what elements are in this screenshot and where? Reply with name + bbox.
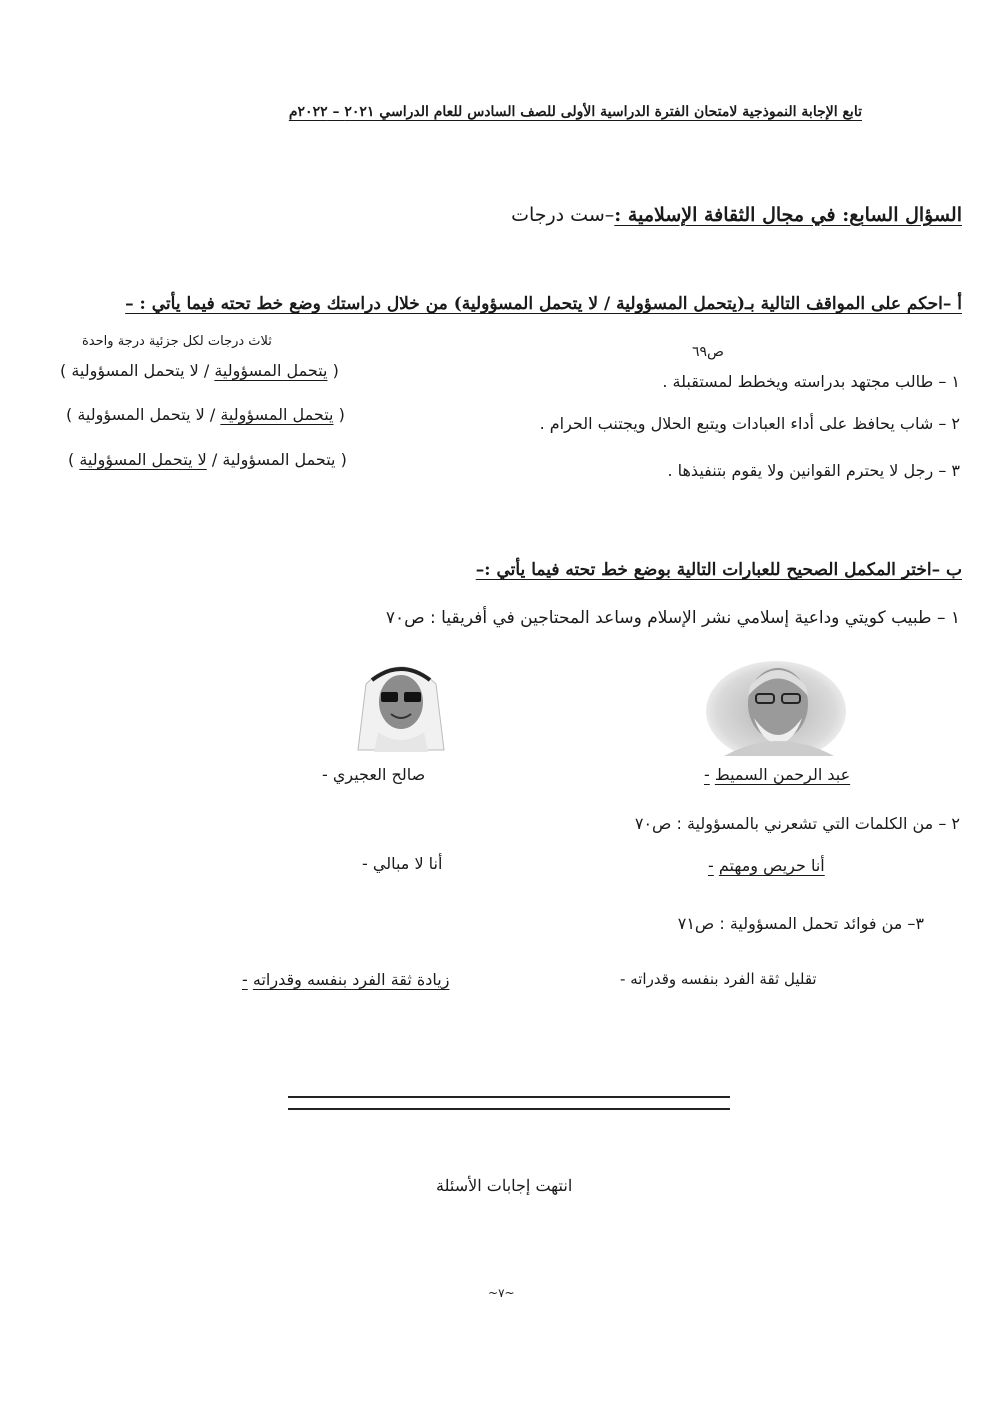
question-7-title <box>511 204 962 226</box>
option-not-bears-responsibility: لا يتحمل المسؤولية <box>79 450 207 469</box>
choice-correct: عبد الرحمن السميط <box>714 765 851 784</box>
part-a-item-3-text: ٣ – رجل لا يحترم القوانين ولا يقوم بتنفيذها . <box>667 461 960 480</box>
part-a-heading: أ –احكم على المواقف التالية بـ(يتحمل المسؤولية / لا يتحمل المسؤولية) من خلال دراستك وضع خط تحته فيما يأتي : – <box>125 294 962 314</box>
option-bears-responsibility: يتحمل المسؤولية <box>220 405 334 424</box>
part-b-heading: ب –اختر المكمل الصحيح للعبارات التالية بوضع خط تحته فيما يأتي :– <box>475 560 962 580</box>
question-7-title-main: السؤال السابع: في مجال الثقافة الإسلامية : <box>614 204 962 226</box>
option-not-bears-responsibility: لا يتحمل المسؤولية <box>71 361 199 380</box>
section-divider <box>288 1096 730 1110</box>
choice-correct: أنا حريص ومهتم <box>718 856 825 875</box>
part-b-q1-choice-left: صالح العجيري - <box>322 765 426 784</box>
portrait-abdulrahman-alsumait <box>684 656 870 756</box>
part-b-q2-choice-left: أنا لا مبالي - <box>362 854 443 873</box>
part-a-item-2-options: ( يتحمل المسؤولية / لا يتحمل المسؤولية ) <box>66 405 345 424</box>
closing-text: انتهت إجابات الأسئلة <box>436 1176 573 1195</box>
part-b-q3-choice-left: زيادة ثقة الفرد بنفسه وقدراته - <box>242 970 450 989</box>
part-a-item-3-options: ( يتحمل المسؤولية / لا يتحمل المسؤولية ) <box>68 450 347 469</box>
part-a-item-1-text: ١ – طالب مجتهد بدراسته ويخطط لمستقبلة . <box>662 372 960 391</box>
part-b-q1-choice-right: عبد الرحمن السميط - <box>704 765 851 784</box>
page-header: تابع الإجابة النموذجية لامتحان الفترة الدراسية الأولى للصف السادس للعام الدراسي ٢٠٢١ – ٢٠٢٢م <box>288 104 862 120</box>
part-b-q3-choice-right: تقليل ثقة الفرد بنفسه وقدراته - <box>620 970 817 988</box>
choice-correct: زيادة ثقة الفرد بنفسه وقدراته <box>252 970 450 989</box>
choice-incorrect: أنا لا مبالي <box>372 854 443 873</box>
option-bears-responsibility: يتحمل المسؤولية <box>222 450 336 469</box>
question-7-marks: –ست درجات <box>511 204 615 226</box>
part-b-q2-text: ٢ – من الكلمات التي تشعرني بالمسؤولية : ص٧٠ <box>634 814 960 833</box>
grading-note: ثلاث درجات لكل جزئية درجة واحدة <box>82 334 272 349</box>
choice-incorrect: تقليل ثقة الفرد بنفسه وقدراته <box>630 970 817 988</box>
option-not-bears-responsibility: لا يتحمل المسؤولية <box>77 405 205 424</box>
choice-incorrect: صالح العجيري <box>332 765 426 784</box>
part-b-q1-text: ١ – طبيب كويتي وداعية إسلامي نشر الإسلام وساعد المحتاجين في أفريقيا : ص٧٠ <box>385 608 960 628</box>
option-bears-responsibility: يتحمل المسؤولية <box>214 361 328 380</box>
portrait-saleh-alojairi <box>348 650 454 752</box>
part-b-q3-text: ٣– من فوائد تحمل المسؤولية : ص٧١ <box>677 914 924 933</box>
page-reference: ص٦٩ <box>692 344 724 360</box>
part-a-item-1-options: ( يتحمل المسؤولية / لا يتحمل المسؤولية ) <box>60 361 339 380</box>
part-a-item-2-text: ٢ – شاب يحافظ على أداء العبادات ويتبع الحلال ويجتنب الحرام . <box>539 414 960 433</box>
page-number: ~٧~ <box>488 1286 515 1300</box>
part-b-q2-choice-right: أنا حريص ومهتم - <box>708 856 825 875</box>
